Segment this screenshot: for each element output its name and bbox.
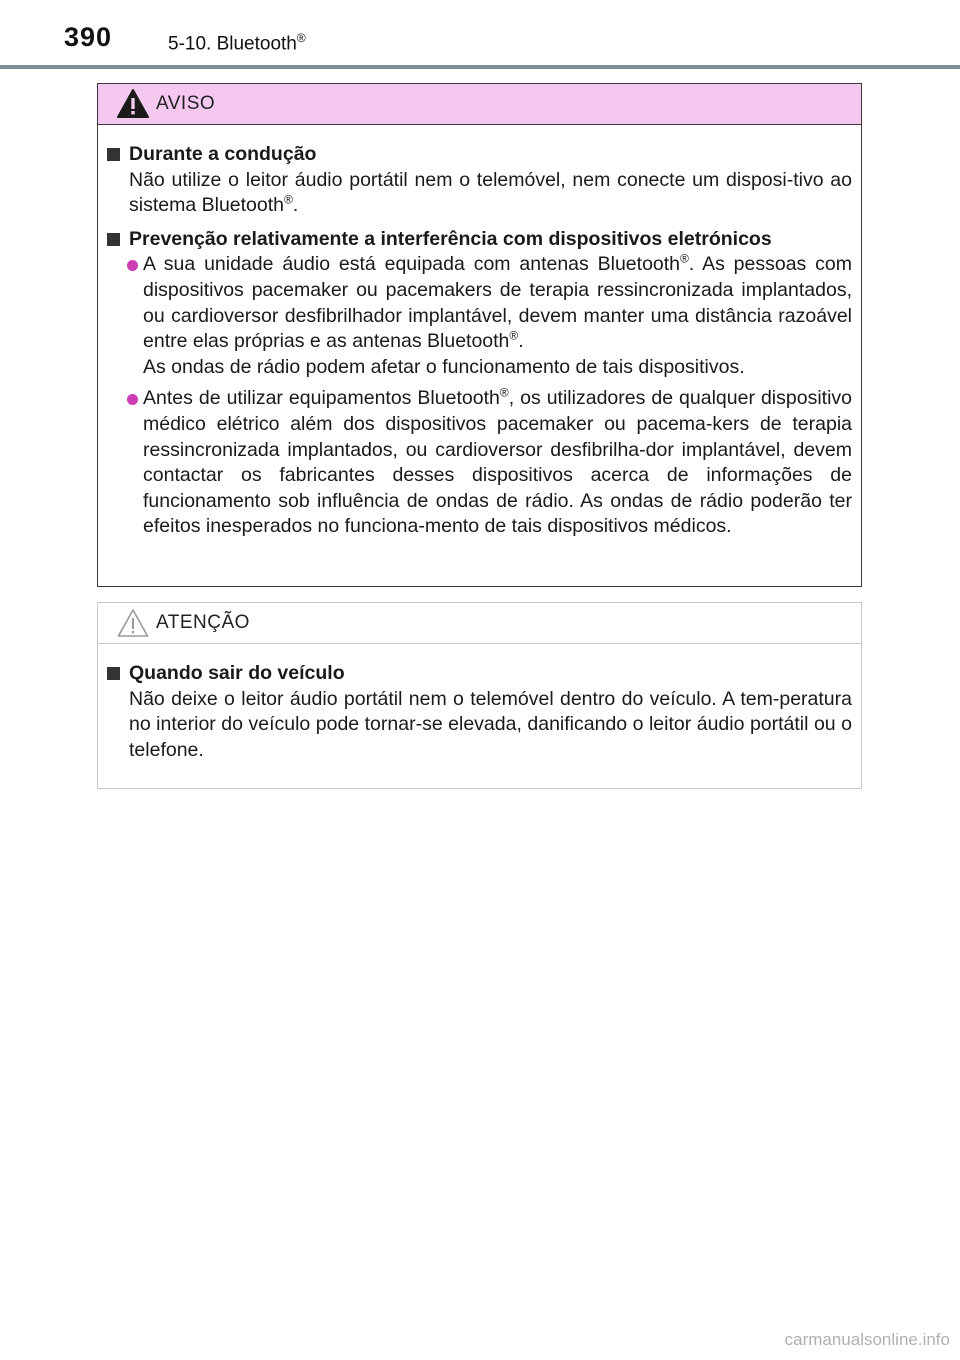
square-bullet-icon [107, 148, 120, 161]
text-part: As ondas de rádio podem afetar o funcionamento de tais dispositivos. [143, 355, 745, 378]
heading-text: Durante a condução [129, 143, 317, 165]
warning-box-header [98, 84, 861, 125]
paragraph-driving [107, 168, 852, 219]
registered-mark: ® [509, 328, 519, 343]
section-title-text: 5-10. Bluetooth [168, 33, 297, 55]
paragraph-leaving: Não deixe o leitor áudio portátil nem o telemóvel dentro do veículo. A tem-peratura no interior do veículo pode tornar-se elevada, danificando o leitor áudio portátil ou o telefone. [129, 687, 852, 761]
square-bullet-icon [107, 667, 120, 680]
registered-mark: ® [499, 385, 509, 400]
caution-box-header [98, 603, 861, 644]
caution-body [98, 644, 861, 763]
section-heading-leaving [107, 661, 852, 687]
text-part: . [518, 330, 524, 353]
section-title [168, 31, 306, 55]
text-part: Antes de utilizar equipamentos Bluetooth [143, 387, 500, 410]
text-part: . As pessoas com dispositivos pacemaker ou pacemakers de terapia ressincronizada implantados, ou cardioversor desfibrilhador implantável, devem manter uma distância razoável entre elas próprias e as antenas Bluetooth [143, 253, 852, 353]
warning-body [98, 125, 861, 540]
caution-triangle-outline-icon [116, 607, 150, 639]
registered-mark: ® [680, 251, 689, 266]
bullet-dot-icon [127, 394, 138, 405]
registered-mark: ® [296, 31, 306, 45]
heading-text: Prevenção relativamente a interferência com dispositivos eletrónicos [129, 227, 772, 250]
square-bullet-icon [107, 233, 120, 246]
header-rule [0, 65, 960, 69]
page-number: 390 [64, 22, 113, 52]
text-part: , os utilizadores de qualquer dispositivo médico elétrico além dos dispositivos pacemaker ou pacema-kers de terapia ressincronizada implantados, ou cardioversor desfibrilha-dor implantável, devem contactar os fabricantes desses dispositivos acerca de informações de funcionamento sob influência de ondas de rádio. As ondas de rádio poderão ter efeitos inesperados no funciona-mento de tais dispositivos médicos. [143, 387, 852, 538]
caution-title: ATENÇÃO [156, 612, 250, 633]
warning-triangle-filled-icon [116, 88, 150, 120]
section-heading-driving [107, 142, 852, 168]
watermark: carmanualsonline.info [784, 1330, 950, 1349]
section-heading-interference [107, 227, 852, 253]
caution-box [97, 602, 862, 789]
heading-text: Quando sair do veículo [129, 662, 345, 684]
text-part: Não utilize o leitor áudio portátil nem o telemóvel, nem conecte um disposi-tivo ao sistema Bluetooth [129, 168, 852, 217]
page-header [0, 0, 960, 70]
text-part: . [292, 194, 299, 217]
list-item [107, 252, 852, 380]
warning-title: AVISO [156, 93, 216, 114]
registered-mark: ® [284, 192, 293, 207]
list-item [107, 386, 852, 540]
warning-box [97, 83, 862, 587]
text-part: A sua unidade áudio está equipada com antenas Bluetooth [143, 253, 681, 276]
bullet-dot-icon [127, 260, 138, 271]
